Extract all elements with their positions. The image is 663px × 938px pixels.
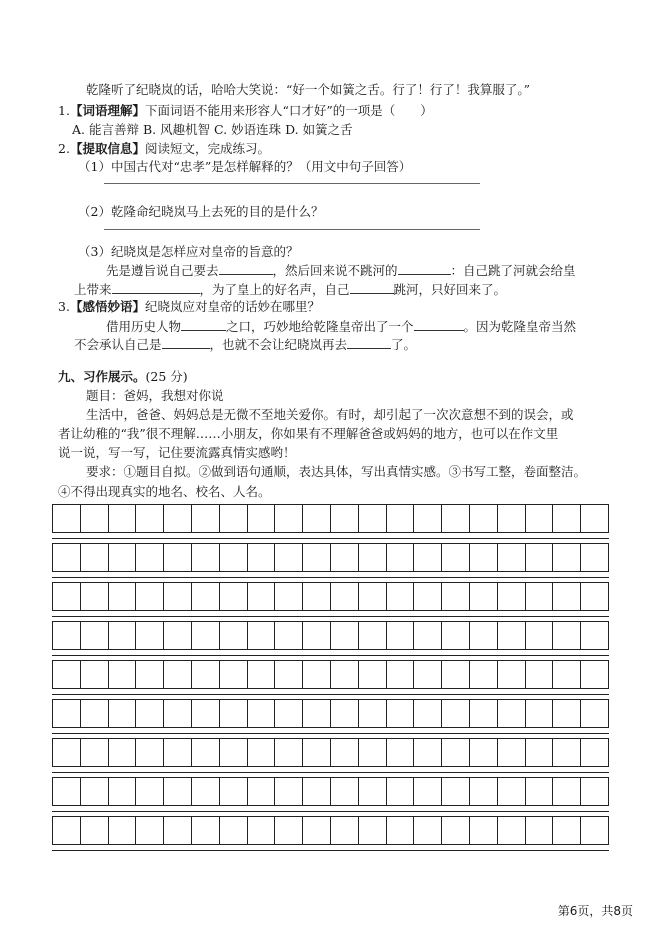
grid-cell[interactable] xyxy=(81,817,109,844)
page-number: 第6页，共8页 xyxy=(557,904,633,918)
sub3-text-a2: ，然后回来说不跳河的 xyxy=(272,263,398,278)
grid-cell[interactable] xyxy=(387,583,415,610)
grid-cell[interactable] xyxy=(470,778,498,805)
grid-cell[interactable] xyxy=(387,778,415,805)
grid-cell[interactable] xyxy=(470,661,498,688)
grid-cell[interactable] xyxy=(442,583,470,610)
grid-cell[interactable] xyxy=(442,817,470,844)
sub3-text-b2: ，为了皇上的好名声，自己 xyxy=(199,282,350,297)
grid-cell[interactable] xyxy=(442,622,470,649)
grid-cell[interactable] xyxy=(526,700,554,727)
grid-cell[interactable] xyxy=(248,622,276,649)
grid-cell[interactable] xyxy=(164,544,192,571)
grid-cell[interactable] xyxy=(470,544,498,571)
grid-cell[interactable] xyxy=(53,505,81,532)
sub3-text-a1: 先是遵旨说自己要去 xyxy=(106,263,219,278)
blank-go-where[interactable] xyxy=(219,261,273,275)
question-2 xyxy=(58,140,270,157)
grid-cell[interactable] xyxy=(53,661,81,688)
grid-cell[interactable] xyxy=(220,661,248,688)
grid-cell[interactable] xyxy=(442,505,470,532)
q3-text-a3: 。因为乾隆皇帝当然 xyxy=(463,319,577,334)
grid-cell[interactable] xyxy=(498,583,526,610)
q3-text-a1: 借用历史人物 xyxy=(106,319,182,334)
grid-cell[interactable] xyxy=(164,739,192,766)
grid-cell[interactable] xyxy=(331,544,359,571)
grid-cell[interactable] xyxy=(220,583,248,610)
grid-cell[interactable] xyxy=(81,661,109,688)
grid-cell[interactable] xyxy=(331,778,359,805)
grid-cell[interactable] xyxy=(275,817,303,844)
grid-cell[interactable] xyxy=(275,505,303,532)
grid-cell[interactable] xyxy=(303,739,331,766)
grid-cell[interactable] xyxy=(220,700,248,727)
grid-cell[interactable] xyxy=(387,661,415,688)
question-1-tag: 【词语理解】 xyxy=(69,103,145,118)
grid-cell[interactable] xyxy=(470,817,498,844)
question-1-number: 1. xyxy=(58,103,70,118)
grid-cell[interactable] xyxy=(387,622,415,649)
grid-cell[interactable] xyxy=(53,544,81,571)
grid-cell[interactable] xyxy=(164,505,192,532)
grid-cell[interactable] xyxy=(192,583,220,610)
grid-cell[interactable] xyxy=(414,739,442,766)
grid-cell[interactable] xyxy=(164,583,192,610)
grid-row xyxy=(52,660,609,689)
grid-cell[interactable] xyxy=(275,622,303,649)
grid-cell[interactable] xyxy=(136,544,164,571)
grid-cell[interactable] xyxy=(581,544,608,571)
grid-cell[interactable] xyxy=(331,622,359,649)
grid-cell[interactable] xyxy=(275,700,303,727)
grid-cell[interactable] xyxy=(553,583,581,610)
story-closing-line: 乾隆听了纪晓岚的话，哈哈大笑说：“好一个如簧之舌。行了！行了！我算服了。” xyxy=(86,82,531,97)
grid-cell[interactable] xyxy=(81,544,109,571)
grid-cell[interactable] xyxy=(164,622,192,649)
grid-cell[interactable] xyxy=(220,505,248,532)
grid-cell[interactable] xyxy=(498,622,526,649)
grid-cell[interactable] xyxy=(220,778,248,805)
grid-cell[interactable] xyxy=(220,817,248,844)
grid-cell[interactable] xyxy=(359,700,387,727)
answer-line-2-1[interactable] xyxy=(104,183,480,184)
essay-prompt-line-2: 者让幼稚的“我”很不理解……小朋友，你如果有不理解爸爸或妈妈的地方，也可以在作文里 xyxy=(58,426,559,441)
grid-cell[interactable] xyxy=(331,505,359,532)
grid-cell[interactable] xyxy=(526,778,554,805)
grid-row-divider xyxy=(52,733,609,734)
section-9-score: (25 分) xyxy=(145,369,188,384)
grid-row-divider xyxy=(52,616,609,617)
grid-cell[interactable] xyxy=(109,622,137,649)
grid-cell[interactable] xyxy=(53,583,81,610)
blank-reason[interactable] xyxy=(398,261,451,275)
grid-cell[interactable] xyxy=(526,661,554,688)
grid-cell[interactable] xyxy=(470,622,498,649)
grid-cell[interactable] xyxy=(275,544,303,571)
grid-cell[interactable] xyxy=(387,505,415,532)
grid-cell[interactable] xyxy=(331,700,359,727)
grid-cell[interactable] xyxy=(109,739,137,766)
grid-cell[interactable] xyxy=(470,583,498,610)
grid-row xyxy=(52,816,609,845)
grid-cell[interactable] xyxy=(248,700,276,727)
q3-text-b3: 了。 xyxy=(391,337,417,352)
grid-row xyxy=(52,699,609,728)
grid-cell[interactable] xyxy=(109,817,137,844)
question-2-sub-3-answer-line-1 xyxy=(106,261,576,279)
grid-cell[interactable] xyxy=(248,817,276,844)
grid-cell[interactable] xyxy=(303,505,331,532)
grid-cell[interactable] xyxy=(192,544,220,571)
grid-cell[interactable] xyxy=(442,778,470,805)
grid-cell[interactable] xyxy=(136,661,164,688)
question-3-answer-line-1 xyxy=(106,317,576,335)
sub3-text-b1: 上带来 xyxy=(74,282,112,297)
grid-cell[interactable] xyxy=(414,700,442,727)
grid-cell[interactable] xyxy=(53,778,81,805)
grid-cell[interactable] xyxy=(359,817,387,844)
grid-cell[interactable] xyxy=(359,778,387,805)
grid-cell[interactable] xyxy=(414,817,442,844)
grid-cell[interactable] xyxy=(359,739,387,766)
grid-cell[interactable] xyxy=(303,622,331,649)
grid-row-divider xyxy=(52,811,609,812)
grid-cell[interactable] xyxy=(526,622,554,649)
grid-cell[interactable] xyxy=(220,739,248,766)
grid-cell[interactable] xyxy=(303,544,331,571)
grid-cell[interactable] xyxy=(498,739,526,766)
grid-cell[interactable] xyxy=(192,778,220,805)
grid-cell[interactable] xyxy=(581,583,608,610)
grid-cell[interactable] xyxy=(442,544,470,571)
grid-cell[interactable] xyxy=(414,661,442,688)
question-2-sub-3: （3）纪晓岚是怎样应对皇帝的旨意的？ xyxy=(78,244,299,259)
grid-cell[interactable] xyxy=(581,622,608,649)
grid-cell[interactable] xyxy=(359,622,387,649)
grid-cell[interactable] xyxy=(248,778,276,805)
question-1 xyxy=(58,102,433,119)
grid-cell[interactable] xyxy=(498,817,526,844)
grid-row xyxy=(52,543,609,572)
grid-cell[interactable] xyxy=(553,661,581,688)
grid-cell[interactable] xyxy=(109,700,137,727)
question-1-text: 下面词语不能用来形容人“口才好”的一项是（ ） xyxy=(144,103,433,118)
grid-cell[interactable] xyxy=(109,583,137,610)
blank-tyrant[interactable] xyxy=(162,335,210,349)
grid-cell[interactable] xyxy=(248,583,276,610)
grid-cell[interactable] xyxy=(303,583,331,610)
grid-cell[interactable] xyxy=(414,544,442,571)
grid-cell[interactable] xyxy=(248,739,276,766)
question-2-sub-1: （1）中国古代对“忠孝”是怎样解释的？（用文中句子回答） xyxy=(78,159,412,174)
grid-cell[interactable] xyxy=(303,700,331,727)
grid-cell[interactable] xyxy=(581,739,608,766)
blank-consequence[interactable] xyxy=(112,280,200,294)
grid-cell[interactable] xyxy=(498,544,526,571)
grid-cell[interactable] xyxy=(526,583,554,610)
question-3-answer-line-2 xyxy=(74,335,416,353)
essay-topic: 题目：爸妈，我想对你说 xyxy=(86,388,224,403)
grid-cell[interactable] xyxy=(553,622,581,649)
grid-cell[interactable] xyxy=(136,622,164,649)
grid-cell[interactable] xyxy=(109,505,137,532)
grid-row xyxy=(52,777,609,806)
grid-cell[interactable] xyxy=(553,778,581,805)
grid-row-divider xyxy=(52,694,609,695)
grid-cell[interactable] xyxy=(581,700,608,727)
grid-cell[interactable] xyxy=(81,778,109,805)
grid-cell[interactable] xyxy=(414,505,442,532)
grid-cell[interactable] xyxy=(53,622,81,649)
grid-cell[interactable] xyxy=(526,544,554,571)
grid-cell[interactable] xyxy=(498,778,526,805)
grid-cell[interactable] xyxy=(526,739,554,766)
question-2-tag: 【提取信息】 xyxy=(69,141,145,156)
grid-cell[interactable] xyxy=(387,739,415,766)
grid-cell[interactable] xyxy=(387,544,415,571)
grid-cell[interactable] xyxy=(526,505,554,532)
writing-grid[interactable] xyxy=(52,504,609,855)
grid-cell[interactable] xyxy=(136,700,164,727)
grid-row-divider xyxy=(52,538,609,539)
grid-cell[interactable] xyxy=(53,700,81,727)
question-2-number: 2. xyxy=(58,141,70,156)
question-2-text: 阅读短文，完成练习。 xyxy=(144,141,270,156)
grid-row-divider xyxy=(52,577,609,578)
essay-prompt-line-3: 说一说，写一写，记住要流露真情实感哟！ xyxy=(58,445,296,460)
blank-puzzle[interactable] xyxy=(414,317,464,331)
grid-cell[interactable] xyxy=(248,505,276,532)
grid-cell[interactable] xyxy=(303,661,331,688)
grid-cell[interactable] xyxy=(192,661,220,688)
section-9-heading: 九、习作展示。 xyxy=(58,369,146,384)
blank-die[interactable] xyxy=(347,335,391,349)
grid-cell[interactable] xyxy=(192,817,220,844)
grid-row xyxy=(52,582,609,611)
sub3-text-a3: ：自己跳了河就会给皇 xyxy=(450,263,576,278)
grid-cell[interactable] xyxy=(442,661,470,688)
grid-cell[interactable] xyxy=(53,817,81,844)
grid-cell[interactable] xyxy=(498,505,526,532)
grid-cell[interactable] xyxy=(331,817,359,844)
essay-requirements-1: 要求：①题目自拟。②做到语句通顺，表达具体，写出真情实感。③书写工整，卷面整洁。 xyxy=(86,464,587,479)
grid-cell[interactable] xyxy=(331,739,359,766)
grid-cell[interactable] xyxy=(136,778,164,805)
grid-cell[interactable] xyxy=(470,700,498,727)
question-1-options: A. 能言善辩 B. 风趣机智 C. 妙语连珠 D. 如簧之舌 xyxy=(72,122,353,137)
blank-historical-figure[interactable] xyxy=(181,317,226,331)
grid-cell[interactable] xyxy=(581,661,608,688)
grid-cell[interactable] xyxy=(359,505,387,532)
grid-cell[interactable] xyxy=(81,700,109,727)
grid-row-divider xyxy=(52,850,609,851)
grid-cell[interactable] xyxy=(192,622,220,649)
grid-cell[interactable] xyxy=(192,739,220,766)
q3-text-b2: ，也就不会让纪晓岚再去 xyxy=(209,337,348,352)
grid-cell[interactable] xyxy=(192,700,220,727)
q3-text-b1: 不会承认自己是 xyxy=(74,337,162,352)
essay-prompt-line-1: 生活中，爸爸、妈妈总是无微不至地关爱你。有时，却引起了一次次意想不到的误会，或 xyxy=(86,407,574,422)
question-2-sub-3-answer-line-2 xyxy=(74,280,506,298)
grid-cell[interactable] xyxy=(359,661,387,688)
grid-cell[interactable] xyxy=(164,661,192,688)
grid-cell[interactable] xyxy=(275,661,303,688)
grid-row xyxy=(52,621,609,650)
grid-cell[interactable] xyxy=(387,700,415,727)
grid-cell[interactable] xyxy=(136,583,164,610)
grid-cell[interactable] xyxy=(303,817,331,844)
grid-cell[interactable] xyxy=(442,739,470,766)
grid-cell[interactable] xyxy=(109,778,137,805)
grid-cell[interactable] xyxy=(553,544,581,571)
grid-cell[interactable] xyxy=(359,544,387,571)
grid-row xyxy=(52,738,609,767)
section-9-header xyxy=(58,368,188,385)
grid-cell[interactable] xyxy=(526,817,554,844)
grid-row-divider xyxy=(52,772,609,773)
grid-cell[interactable] xyxy=(581,778,608,805)
grid-cell[interactable] xyxy=(581,817,608,844)
grid-row-divider xyxy=(52,655,609,656)
blank-cannot[interactable] xyxy=(350,280,394,294)
grid-cell[interactable] xyxy=(553,700,581,727)
grid-cell[interactable] xyxy=(136,739,164,766)
answer-line-2-2[interactable] xyxy=(104,229,480,230)
grid-cell[interactable] xyxy=(581,505,608,532)
grid-cell[interactable] xyxy=(442,700,470,727)
grid-cell[interactable] xyxy=(164,817,192,844)
grid-cell[interactable] xyxy=(470,739,498,766)
question-3-number: 3. xyxy=(58,299,70,314)
grid-cell[interactable] xyxy=(275,583,303,610)
grid-cell[interactable] xyxy=(498,700,526,727)
grid-cell[interactable] xyxy=(109,544,137,571)
grid-cell[interactable] xyxy=(220,544,248,571)
grid-cell[interactable] xyxy=(553,505,581,532)
grid-cell[interactable] xyxy=(81,739,109,766)
grid-cell[interactable] xyxy=(359,583,387,610)
grid-cell[interactable] xyxy=(109,661,137,688)
grid-cell[interactable] xyxy=(164,778,192,805)
q3-text-a2: 之口，巧妙地给乾隆皇帝出了一个 xyxy=(226,319,414,334)
grid-cell[interactable] xyxy=(331,661,359,688)
question-3-text: 纪晓岚应对皇帝的话妙在哪里？ xyxy=(144,299,320,314)
grid-cell[interactable] xyxy=(53,739,81,766)
grid-cell[interactable] xyxy=(136,817,164,844)
grid-cell[interactable] xyxy=(81,622,109,649)
grid-cell[interactable] xyxy=(275,739,303,766)
question-2-sub-2: （2）乾隆命纪晓岚马上去死的目的是什么？ xyxy=(78,204,324,219)
grid-cell[interactable] xyxy=(387,817,415,844)
grid-cell[interactable] xyxy=(136,505,164,532)
grid-cell[interactable] xyxy=(192,505,220,532)
grid-cell[interactable] xyxy=(414,778,442,805)
grid-cell[interactable] xyxy=(220,622,248,649)
grid-cell[interactable] xyxy=(553,739,581,766)
grid-cell[interactable] xyxy=(331,583,359,610)
grid-cell[interactable] xyxy=(164,700,192,727)
grid-cell[interactable] xyxy=(248,661,276,688)
essay-requirements-2: ④不得出现真实的地名、校名、人名。 xyxy=(58,484,271,499)
grid-cell[interactable] xyxy=(470,505,498,532)
grid-cell[interactable] xyxy=(275,778,303,805)
sub3-text-b3: 跳河，只好回来了。 xyxy=(393,282,507,297)
grid-cell[interactable] xyxy=(498,661,526,688)
grid-cell[interactable] xyxy=(303,778,331,805)
question-3 xyxy=(58,298,320,315)
grid-cell[interactable] xyxy=(414,583,442,610)
question-3-tag: 【感悟妙语】 xyxy=(69,299,145,314)
grid-row xyxy=(52,504,609,533)
grid-cell[interactable] xyxy=(553,817,581,844)
grid-cell[interactable] xyxy=(81,505,109,532)
grid-cell[interactable] xyxy=(248,544,276,571)
grid-cell[interactable] xyxy=(414,622,442,649)
grid-cell[interactable] xyxy=(81,583,109,610)
